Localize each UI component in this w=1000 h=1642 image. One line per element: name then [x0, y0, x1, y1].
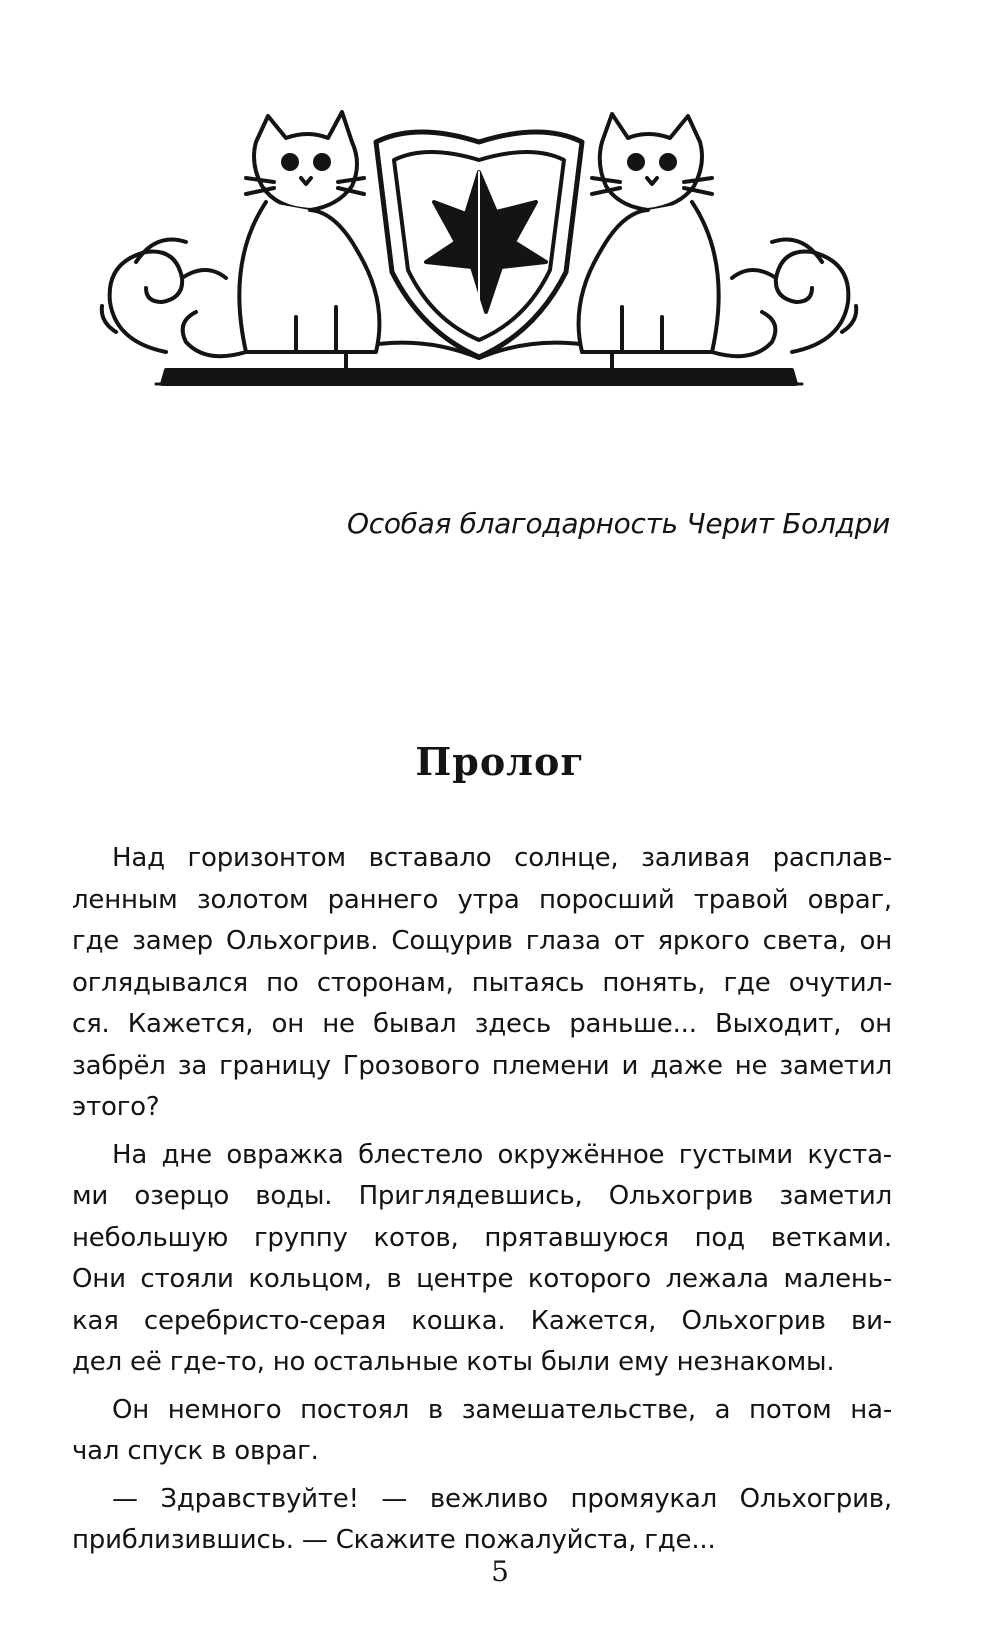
body-text — [72, 838, 892, 1568]
page-number: 5 — [491, 1555, 509, 1588]
text-line: дел её где-то, но остальные коты были ему незнакомы. — [72, 1347, 835, 1377]
text-line: где замер Ольхогрив. Сощурив глаза от яркого света, он — [72, 926, 892, 956]
text-line: На дне овражка блестело окружённое густыми куста- — [112, 1139, 892, 1170]
text-line: кая серебристо-серая кошка. Кажется, Ольхогрив ви- — [72, 1305, 892, 1336]
text-line: Он немного постоял в замешательстве, а потом на- — [112, 1394, 892, 1425]
text-line: чал спуск в овраг. — [72, 1436, 319, 1466]
text-line: ся. Кажется, он не бывал здесь раньше... Выходит, он — [72, 1009, 892, 1039]
text-line: ми озерцо воды. Приглядевшись, Ольхогрив заметил — [72, 1181, 892, 1211]
text-line: — Здравствуйте! — вежливо промяукал Ольхогрив, — [112, 1483, 892, 1514]
text-line: этого? — [72, 1092, 160, 1122]
cats-shield-emblem-icon — [96, 102, 862, 412]
text-line: ленным золотом раннего утра поросший травой овраг, — [72, 884, 892, 915]
paragraph — [72, 1390, 892, 1473]
paragraph — [72, 1479, 892, 1562]
chapter-title: Пролог — [415, 739, 585, 784]
text-line: небольшую группу котов, прятавшуюся под ветками. — [72, 1222, 892, 1253]
paragraph — [72, 838, 892, 1129]
text-line: Они стояли кольцом, в центре которого лежала малень- — [72, 1264, 892, 1294]
text-line: забрёл за границу Грозового племени и даже не заметил — [72, 1050, 892, 1081]
dedication: Особая благодарность Черит Болдри — [346, 507, 890, 540]
text-line: приблизившись. — Скажите пожалуйста, где... — [72, 1525, 716, 1555]
text-line: оглядывался по сторонам, пытаясь понять, где очутил- — [72, 967, 892, 998]
text-line: Над горизонтом вставало солнце, заливая расплав- — [112, 843, 892, 873]
paragraph — [72, 1135, 892, 1384]
